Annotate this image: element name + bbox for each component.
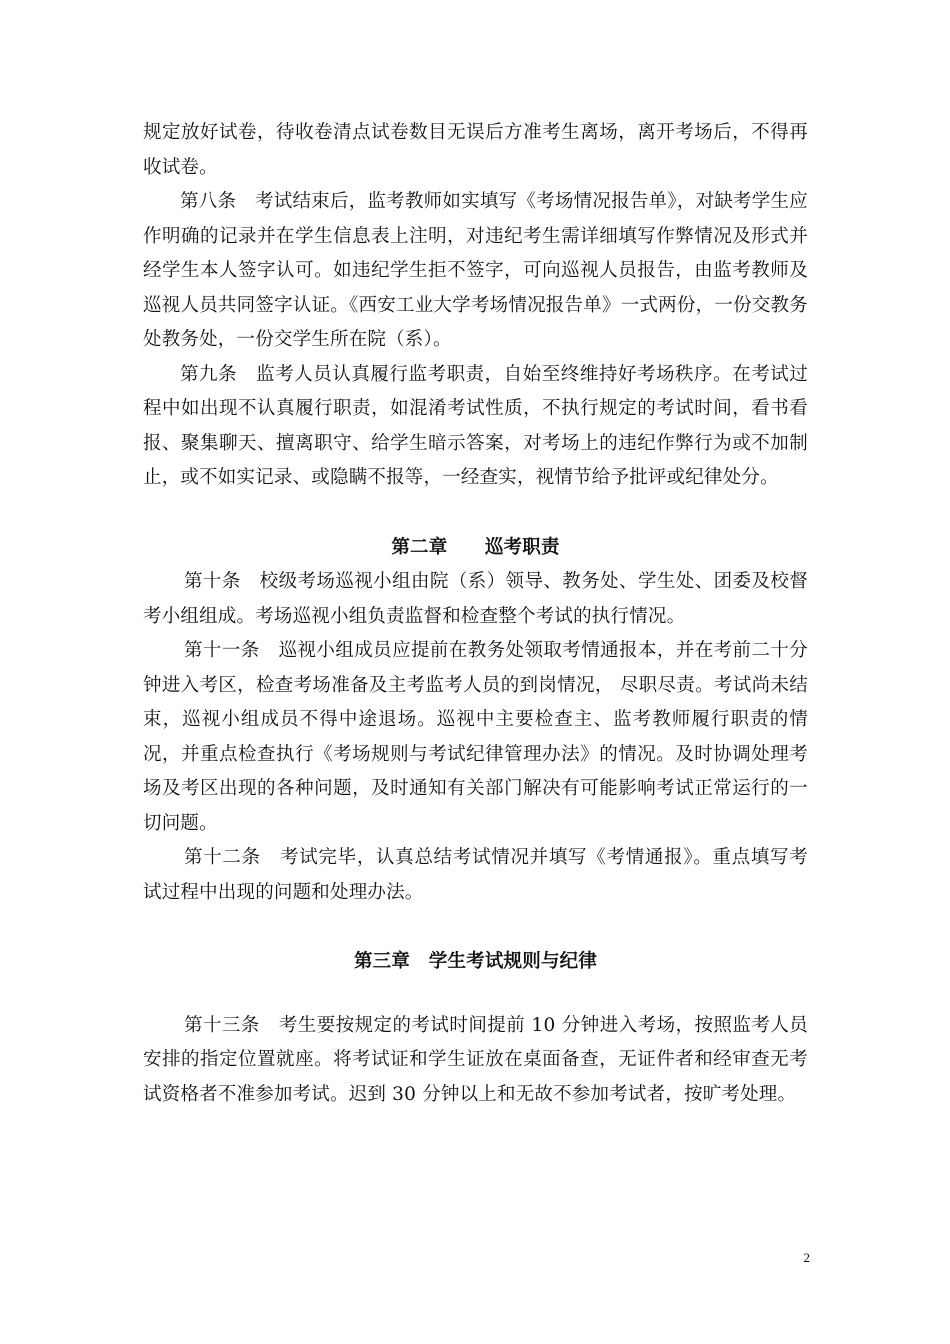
paragraph-article-8: 第八条 考试结束后，监考教师如实填写《考场情况报告单》，对缺考学生应作明确的记录并在学生信息表上注明，对违纪考生需详细填写作弊情况及形式并经学生本人签字认可。如违纪学生拒不签字，可向巡视人员报告，由监考教师及巡视人员共同签字认证。《西安工业大学考场情况报告单》一式两份，一份交教务处教务处，一份交学生所在院（系）。: [143, 191, 808, 350]
paragraph-article-11: 第十一条 巡视小组成员应提前在教务处领取考情通报本，并在考前二十分钟进入考区，检查考场准备及主考监考人员的到岗情况， 尽职尽责。考试尚未结束，巡视小组成员不得中途退场。巡视中主要检查主、监考教师履行职责的情况，并重点检查执行《考场规则与考试纪律管理办法》的情况。及时协调处理考场及考区出现的各种问题，及时通知有关部门解决有可能影响考试正常运行的一切问题。: [143, 640, 808, 834]
document-body: [143, 116, 808, 1112]
paragraph-article-10: 第十条 校级考场巡视小组由院（系）领导、教务处、学生处、团委及校督考小组组成。考场巡视小组负责监督和检查整个考试的执行情况。: [143, 571, 808, 627]
paragraph-article-13: 第十三条 考生要按规定的考试时间提前 10 分钟进入考场，按照监考人员安排的指定位置就座。将考试证和学生证放在桌面备查，无证件者和经审查无考试资格者不准参加考试。迟到 30 分钟以上和无故不参加考试者，按旷考处理。: [143, 1014, 808, 1105]
chapter-3-heading: 第三章 学生考试规则与纪律: [353, 951, 598, 972]
paragraph-article-9: 第九条 监考人员认真履行监考职责，自始至终维持好考场秩序。在考试过程中如出现不认真履行职责，如混淆考试性质，不执行规定的考试时间，看书看报、聚集聊天、擅离职守、给学生暗示答案，对考场上的违纪作弊行为或不加制止，或不如实记录、或隐瞒不报等，一经查实，视情节给予批评或纪律处分。: [143, 363, 808, 488]
paragraph-article-12: 第十二条 考试完毕，认真总结考试情况并填写《考情通报》。重点填写考试过程中出现的问题和处理办法。: [143, 847, 808, 903]
chapter-2-heading: 第二章 巡考职责: [391, 536, 560, 558]
page-number: 2: [803, 1250, 810, 1265]
paragraph-continuation: 规定放好试卷，待收卷清点试卷数目无误后方准考生离场，离开考场后，不得再收试卷。: [143, 122, 808, 178]
